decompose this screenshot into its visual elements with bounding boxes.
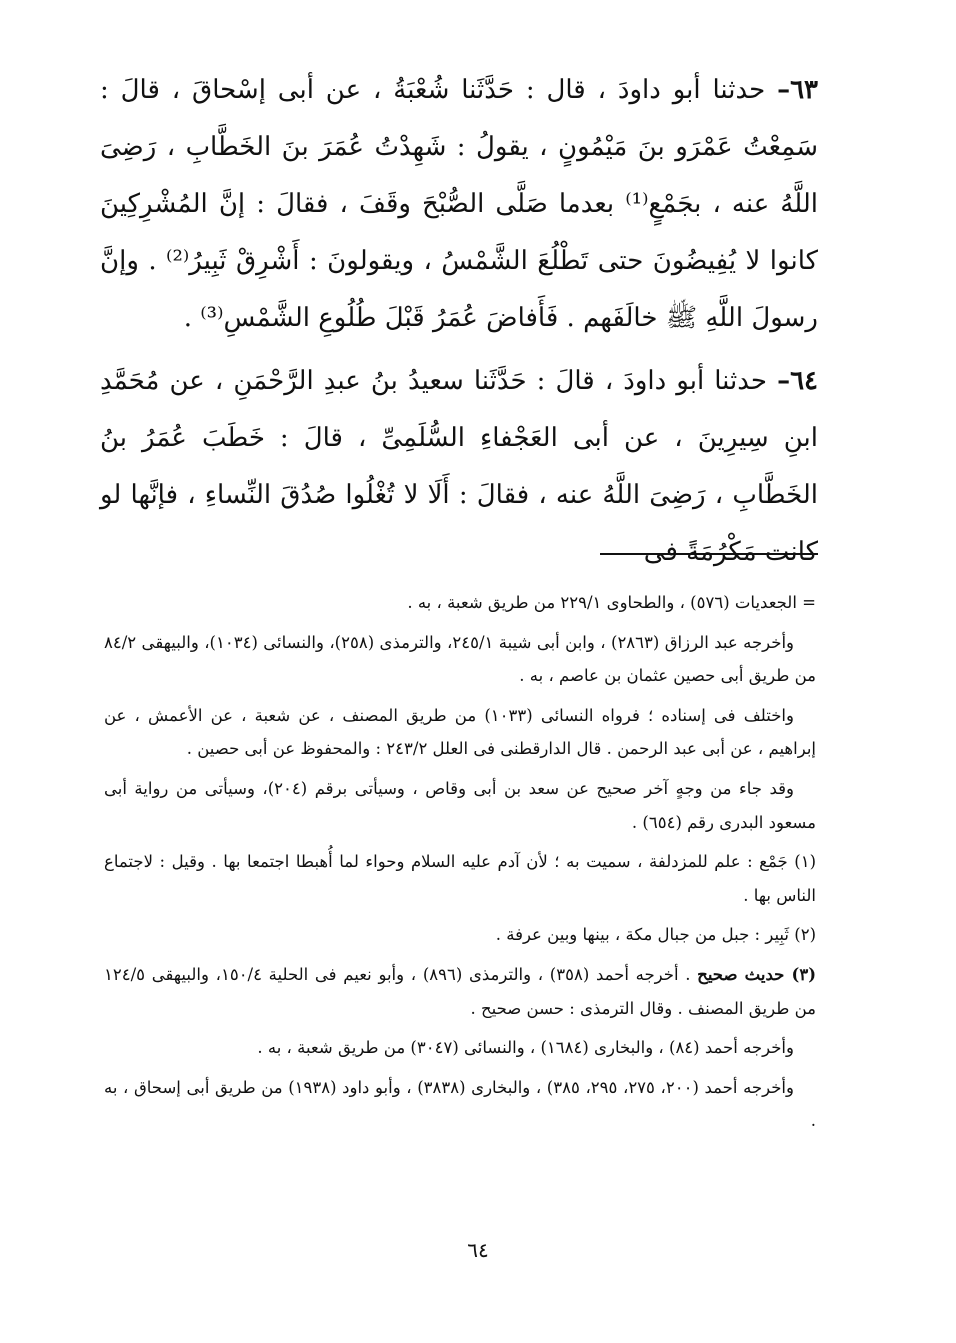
- footnote-text: واختلف فى إسناده ؛ فرواه النسائى (١٠٣٣) من طريق المصنف ، عن شعبة ، عن الأعمش ، عن إبراهيم ، عن أبى عبد الرحمن . قال الدارقطنى فى العلل ٢٤٣/٢ : والمحفوظ عن أبى حصين .: [104, 705, 816, 759]
- footnote-grade: (٣) حديث صحيح: [697, 964, 816, 984]
- footnote-2: [104, 918, 816, 952]
- footnote: [104, 1031, 816, 1065]
- footnote: [104, 699, 816, 766]
- hadith-64: [100, 353, 818, 581]
- footnotes: [104, 586, 816, 1144]
- footnote-text: . أخرجه أحمد (٣٥٨) ، والترمذى (٨٩٦) ، وأبو نعيم فى الحلية ١٥٠/٤، والبيهقى ١٢٤/٥ من طريق المصنف . وقال الترمذى : حسن صحيح .: [104, 964, 816, 1018]
- footnote: [104, 626, 816, 693]
- footnote-1: [104, 845, 816, 912]
- footnote-text: = الجعديات (٥٧٦) ، والطحاوى ٢٢٩/١ من طريق شعبة ، به .: [407, 593, 816, 612]
- hadith-text: حدثنا أبو داودَ ، قالَ : حَدَّثَنا سعيدُ بنُ عبدِ الرَّحْمَنِ ، عن مُحَمَّدِ ابنِ سِيرِينَ ، عن أبى العَجْفاءِ السُّلَمِىِّ ، قالَ : خَطَبَ عُمَرُ بنُ الخَطَّابِ ، رَضِىَ اللَّهُ عنه ، فقالَ : أَلَا لا تُغْلُوا صُدُقَ النِّساءِ ، فإنَّها لو كانت مَكْرُمَةً فى: [100, 366, 818, 567]
- footnote: [104, 772, 816, 839]
- hadith-number: ٦٤–: [777, 366, 818, 396]
- hadith-63: [100, 62, 818, 347]
- footnote-text: (١) جَمْع : علم للمزدلفة ، سميت به ؛ لأن آدم عليه السلام وحواء لما أُهبطا اجتمعا بها . وقيل : لاجتماع الناس بها .: [104, 852, 816, 905]
- footnote-text: (٢) ثَبِير : جبل من جبال مكة ، بينها وبين عرفة .: [495, 925, 816, 945]
- footnote: [104, 1071, 816, 1138]
- page-number: ٦٤: [467, 1238, 489, 1262]
- footnote-text: وأخرجه عبد الرزاق (٢٨٦٣) ، وابن أبى شيبة ٢٤٥/١، والترمذى (٢٥٨)، والنسائى (١٠٣٤)، والبيهقى ٨٤/٢ من طريق أبى حصين عثمان بن عاصم ، به .: [104, 632, 816, 686]
- footnote-divider: [600, 553, 818, 555]
- main-text: [100, 62, 818, 587]
- footnote-text: وأخرجه أحمد (٨٤) ، والبخارى (١٦٨٤) ، والنسائى (٣٠٤٧) من طريق شعبة ، به .: [257, 1038, 794, 1058]
- footnote-text: وأخرجه أحمد (٢٠٠، ٢٧٥، ٢٩٥، ٣٨٥) ، والبخارى (٣٨٣٨) ، وأبو داود (١٩٣٨) من طريق أبى إسحاق ، به .: [104, 1077, 816, 1131]
- hadith-text: حدثنا أبو داودَ ، قال : حَدَّثَنا شُعْبَةُ ، عن أبى إسْحاقَ ، قالَ : سَمِعْتُ عَمْرَو بنَ مَيْمُونٍ ، يقولُ : شَهِدْتُ عُمَرَ بنَ الخَطَّابِ ، رَضِىَ اللَّهُ عنه ، بجَمْعٍ⁽¹⁾ بعدما صَلَّى الصُّبْحَ وقَفَ ، فقالَ : إنَّ المُشْرِكِينَ كانوا لا يُفِيضُونَ حتى تَطْلُعَ الشَّمْسُ ، ويقولونَ : أَشْرِقْ ثَبِيرُ⁽²⁾ . وإنَّ رسولَ اللَّهِ ﷺ خالَفَهم . فَأَفاضَ عُمَرُ قَبْلَ طُلُوعِ الشَّمْسِ⁽³⁾ .: [100, 75, 819, 333]
- hadith-number: ٦٣–: [777, 75, 818, 105]
- footnote-3: [104, 958, 816, 1025]
- footnote: [104, 586, 816, 620]
- footnote-text: وقد جاء من وجهٍ آخر صحيح عن سعد بن أبى وقاص ، وسيأتى برقم (٢٠٤)، وسيأتى من رواية أبى مسعود البدرى رقم (٦٥٤) .: [104, 778, 816, 832]
